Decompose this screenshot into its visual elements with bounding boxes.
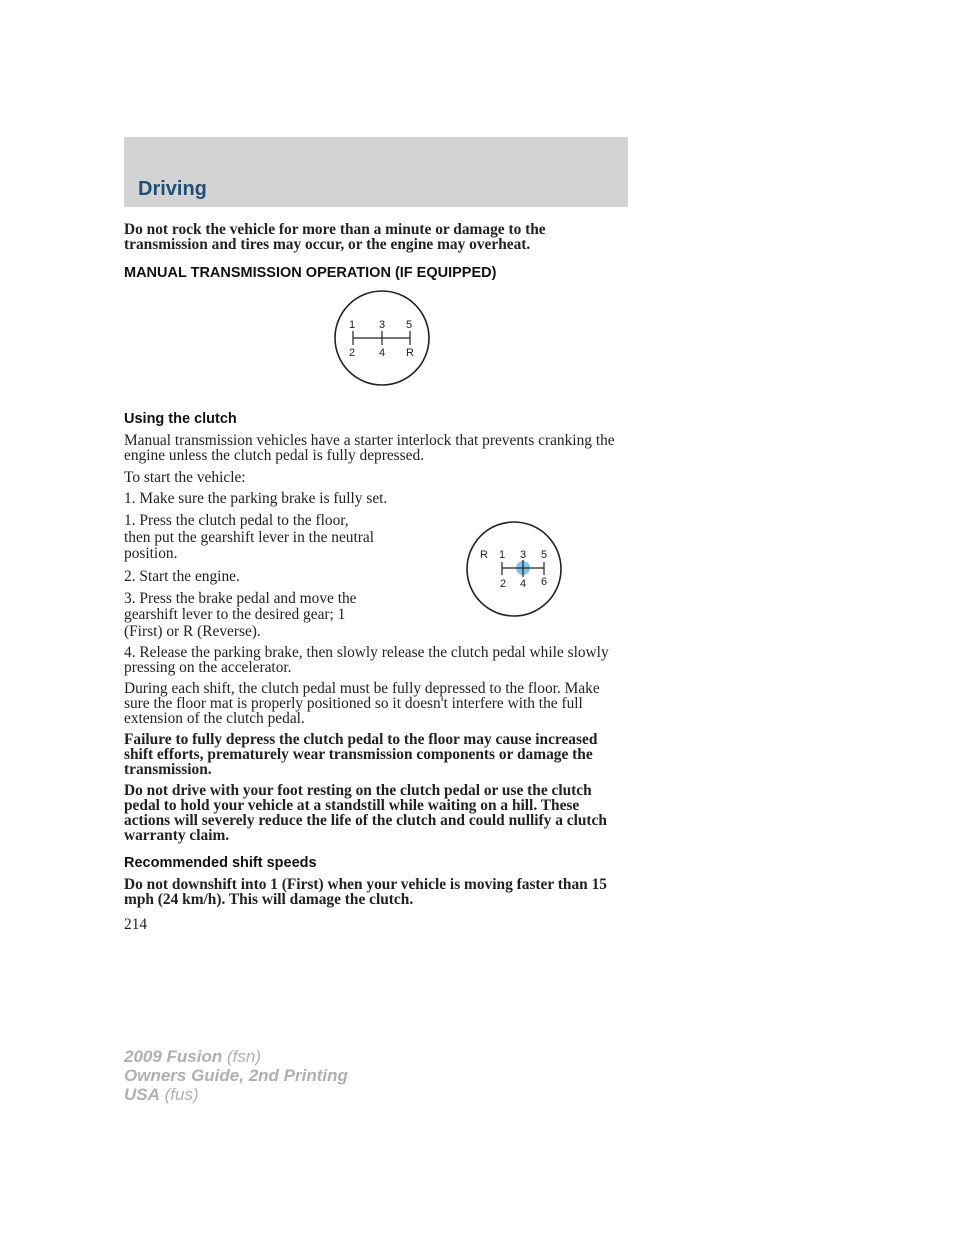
warning: Do not downshift into 1 (First) when your vehicle is moving faster than 15 mph (24 km/h). This will damage the clutch. <box>124 876 607 908</box>
intro-warning: Do not rock the vehicle for more than a minute or damage to the transmission and tires may occur, or the engine may overheat. <box>124 221 546 253</box>
section-title: MANUAL TRANSMISSION OPERATION (IF EQUIPPED) <box>124 265 497 281</box>
footer-code: (fsn) <box>227 1047 261 1066</box>
gear-label: 5 <box>405 319 413 331</box>
gear-label: 6 <box>540 576 548 588</box>
header-band <box>124 137 628 207</box>
step: 1. Press the clutch pedal to the floor, then put the gearshift lever in the neutral position. <box>124 512 375 562</box>
subsection-title: Recommended shift speeds <box>124 855 317 871</box>
gear-label: 5 <box>540 549 548 561</box>
gear-label: 1 <box>348 319 356 331</box>
shift-pattern-diagram-6speed <box>464 520 564 620</box>
step: 3. Press the brake pedal and move the gearshift lever to the desired gear; 1 (First) or R (Reverse). <box>124 589 357 640</box>
gear-label: 2 <box>499 578 507 590</box>
gear-label: 2 <box>348 347 356 359</box>
paragraph: To start the vehicle: <box>124 469 246 486</box>
subsection-title: Using the clutch <box>124 411 237 427</box>
footer-code: (fus) <box>164 1085 199 1104</box>
footer-region: USA <box>124 1085 160 1104</box>
section-heading-block <box>124 265 629 281</box>
warning: Do not drive with your foot resting on the clutch pedal or use the clutch pedal to hold your vehicle at a standstill while waiting on a hill. These actions will severely reduce the life of the clutch and could nullify a clutch warranty claim. <box>124 782 607 844</box>
gear-label: 3 <box>378 319 386 331</box>
footer-imprint <box>124 1047 348 1104</box>
page-title: Driving <box>138 178 207 200</box>
paragraph: Manual transmission vehicles have a starter interlock that prevents cranking the engine unless the clutch pedal is fully depressed. <box>124 432 615 464</box>
gear-label: R <box>480 549 488 561</box>
gear-label: 1 <box>498 549 506 561</box>
page-number: 214 <box>124 916 148 933</box>
paragraph: During each shift, the clutch pedal must be fully depressed to the floor. Make sure the floor mat is properly positioned so it doesn't interfere with the full extension of the clutch pedal. <box>124 680 600 727</box>
footer-guide: Owners Guide, 2nd Printing <box>124 1066 348 1085</box>
step: 1. Make sure the parking brake is fully set. <box>124 490 388 507</box>
shift-pattern-diagram-5speed <box>332 288 432 388</box>
step: 4. Release the parking brake, then slowly release the clutch pedal while slowly pressing on the accelerator. <box>124 644 609 676</box>
warning: Failure to fully depress the clutch pedal to the floor may cause increased shift efforts, prematurely wear transmission components or damage the transmission. <box>124 731 598 778</box>
gear-label: 4 <box>378 347 386 359</box>
footer-model: 2009 Fusion <box>124 1047 223 1066</box>
gear-label: 4 <box>519 578 527 590</box>
intro-warning-block <box>124 222 629 252</box>
gear-label: R <box>406 347 414 359</box>
step: 2. Start the engine. <box>124 567 240 585</box>
clutch-section <box>124 411 629 932</box>
gear-label: 3 <box>519 549 527 561</box>
